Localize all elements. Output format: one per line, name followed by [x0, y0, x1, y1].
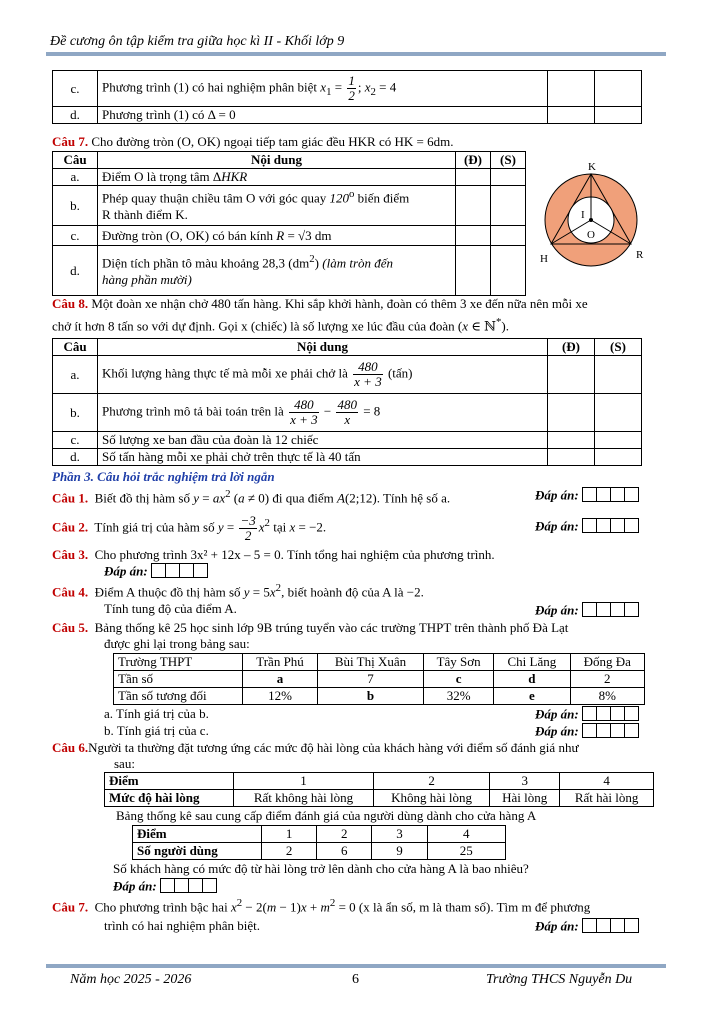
answer-box[interactable]	[583, 602, 639, 621]
s2-answer: Đáp án:	[535, 518, 639, 537]
row-text: Diện tích phần tô màu khoảng 28,3 $(dm^2)$ (làm tròn đến hàng phần mười)	[98, 246, 456, 296]
footer-school: Trường THCS Nguyễn Du	[486, 972, 633, 987]
answer-box[interactable]	[152, 563, 208, 582]
row-text: Phương trình (1) có Δ = 0	[98, 107, 548, 124]
q8-text-2: chở ít hơn 8 tấn so với dự định. Gọi x (chiếc) là số lượng xe lúc đầu của đoàn (x ∈ ℕ*).	[52, 316, 510, 334]
s4-question: Câu 4. Điểm A thuộc đồ thị hàm số $y = 5x^2$, biết hoành độ của A là −2.	[52, 582, 424, 600]
s6-question-3: Bảng thống kê sau cung cấp điểm đánh giá của người dùng dành cho cửa hàng A	[116, 808, 537, 823]
label-r: R	[636, 249, 644, 261]
s1-question: Câu 1. Biết đồ thị hàm số $y = ax^2$ (a ≠ 0) đi qua điểm A(2;12). Tính hệ số a.	[52, 488, 451, 506]
s2-question: Câu 2. Tính giá trị của hàm số y = $\frac{-3}{2}$ $x^2$ tại x = −2.	[52, 513, 327, 543]
cell-s[interactable]	[491, 169, 526, 186]
q7-table: Câu Nội dung (Đ) (S) a. Điểm O là trọng tâm ΔHKR b. Phép quay thuận chiều tâm O với góc quay 120$^o$ biến điểm R thành điểm K. c. Đường tròn (O, OK) có bán kính R = √3 dm d. Diện tích phần tô màu khoảng 28,3 $(dm^2)$ (làm tròn đến hàng phần mười)	[52, 151, 526, 296]
row-text: Khối lượng hàng thực tế mà mỗi xe phải chở là $\frac{480}{x + 3}$ (tấn)	[98, 356, 548, 394]
q7-text: Câu 7. Cho đường tròn (O, OK) ngoại tiếp tam giác đều HKR có HK = 6dm.	[52, 134, 454, 149]
footer-year: Năm học 2025 - 2026	[70, 972, 192, 987]
row-label: d.	[53, 107, 98, 124]
s6-question: Câu 6.Người ta thường đặt tương ứng các mức độ hài lòng của khách hàng với điểm số đánh giá như	[52, 740, 579, 755]
s5-qa: a. Tính giá trị của b.	[104, 706, 209, 721]
s6-table-2: Điểm 1 2 3 4 Số người dùng 2 6 9 25	[132, 825, 506, 860]
s5a-answer: Đáp án:	[535, 706, 639, 725]
cell-d[interactable]	[548, 107, 595, 124]
s5-question-2: được ghi lại trong bảng sau:	[104, 636, 250, 651]
answer-box[interactable]	[583, 518, 639, 537]
s7-question: Câu 7. Cho phương trình bậc hai $x^2 - 2(m - 1)x + m^2 = 0$ (x là ẩn số, m là tham số). Tìm m để phương	[52, 897, 591, 915]
cell-d[interactable]	[548, 449, 595, 466]
cell-s[interactable]	[595, 356, 642, 394]
cell-d[interactable]	[456, 226, 491, 246]
label-k: K	[588, 161, 596, 173]
top-table	[52, 70, 642, 124]
cell-d[interactable]	[548, 71, 595, 107]
page-header: Đề cương ôn tập kiểm tra giữa học kì II - Khối lớp 9	[50, 34, 345, 49]
s7-answer: Đáp án:	[535, 918, 639, 937]
s3-question: Câu 3. Cho phương trình 3x² + 12x – 5 = 0. Tính tổng hai nghiệm của phương trình.	[52, 547, 495, 562]
cell-s[interactable]	[595, 432, 642, 449]
circle-triangle-figure	[532, 158, 652, 268]
cell-s[interactable]	[595, 394, 642, 432]
row-text: Đường tròn (O, OK) có bán kính R = √3 dm	[98, 226, 456, 246]
cell-s[interactable]	[491, 186, 526, 226]
answer-box[interactable]	[583, 723, 639, 742]
s4-question-2: Tính tung độ của điểm A.	[104, 601, 237, 616]
row-text: Phép quay thuận chiều tâm O với góc quay 120$^o$ biến điểm R thành điểm K.	[98, 186, 456, 226]
s7-question-2: trình có hai nghiệm phân biệt.	[104, 918, 260, 933]
s6-question-4: Số khách hàng có mức độ từ hài lòng trở lên dành cho cửa hàng A là bao nhiêu?	[113, 861, 529, 876]
s6-question-2: sau:	[114, 756, 135, 771]
row-text: Phương trình (1) có hai nghiệm phân biệt $x_1$ = $\frac{1}{2}$ ; $x_2 = 4$	[98, 71, 548, 107]
label-o: O	[587, 229, 595, 241]
cell-s[interactable]	[595, 107, 642, 124]
row-text: Số lượng xe ban đầu của đoàn là 12 chiếc	[98, 432, 548, 449]
q8-table: Câu Nội dung (Đ) (S) a. Khối lượng hàng thực tế mà mỗi xe phải chở là $\frac{480}{x + 3}$ (tấn) b. Phương trình mô tả bài toán trên là $\frac{480}{x + 3}$ − $\frac{480}{x}$ = 8 c. Số lượng xe ban đầu của đoàn là 12 chiếc d. Số tấn hàng mỗi xe phải chở trên thực tế là 40 tấn	[52, 338, 642, 466]
cell-s[interactable]	[491, 246, 526, 296]
page-number: 6	[352, 972, 359, 987]
cell-d[interactable]	[548, 394, 595, 432]
s6-table-1: Điểm 1 2 3 4 Mức độ hài lòng Rất không hài lòng Không hài lòng Hài lòng Rất hài lòng	[104, 772, 654, 807]
row-text: Số tấn hàng mỗi xe phải chở trên thực tế là 40 tấn	[98, 449, 548, 466]
s5b-answer: Đáp án:	[535, 723, 639, 742]
row-label: c.	[53, 71, 98, 107]
row-text: Phương trình mô tả bài toán trên là $\frac{480}{x + 3}$ − $\frac{480}{x}$ = 8	[98, 394, 548, 432]
s5-table: Trường THPT Trần Phú Bùi Thị Xuân Tây Sơn Chi Lăng Đống Đa Tần số a 7 c d 2 Tần số tương đối 12% b 32% e 8%	[113, 653, 645, 705]
cell-d[interactable]	[456, 169, 491, 186]
s4-answer: Đáp án:	[535, 602, 639, 621]
cell-s[interactable]	[595, 449, 642, 466]
cell-d[interactable]	[548, 432, 595, 449]
footer-rule	[46, 964, 666, 968]
label-h: H	[540, 253, 548, 265]
s5-question: Câu 5. Bảng thống kê 25 học sinh lớp 9B trúng tuyển vào các trường THPT trên thành phố Đà Lạt	[52, 620, 569, 635]
cell-d[interactable]	[456, 186, 491, 226]
answer-box[interactable]	[583, 918, 639, 937]
row-text: Điểm O là trọng tâm ΔHKR	[98, 169, 456, 186]
answer-box[interactable]	[583, 487, 639, 506]
label-i: I	[581, 209, 585, 221]
cell-s[interactable]	[595, 71, 642, 107]
s1-answer: Đáp án:	[535, 487, 639, 506]
cell-d[interactable]	[456, 246, 491, 296]
part3-title: Phần 3. Câu hỏi trắc nghiệm trả lời ngắn	[52, 469, 275, 484]
s6-answer: Đáp án:	[113, 878, 217, 897]
q8-text-1: Câu 8. Một đoàn xe nhận chở 480 tấn hàng. Khi sắp khởi hành, đoàn có thêm 3 xe đến nữa nên mỗi xe	[52, 296, 588, 311]
cell-s[interactable]	[491, 226, 526, 246]
s5-qb: b. Tính giá trị của c.	[104, 723, 209, 738]
header-rule	[46, 52, 666, 56]
cell-d[interactable]	[548, 356, 595, 394]
answer-box[interactable]	[161, 878, 217, 897]
s3-answer: Đáp án:	[104, 563, 208, 582]
